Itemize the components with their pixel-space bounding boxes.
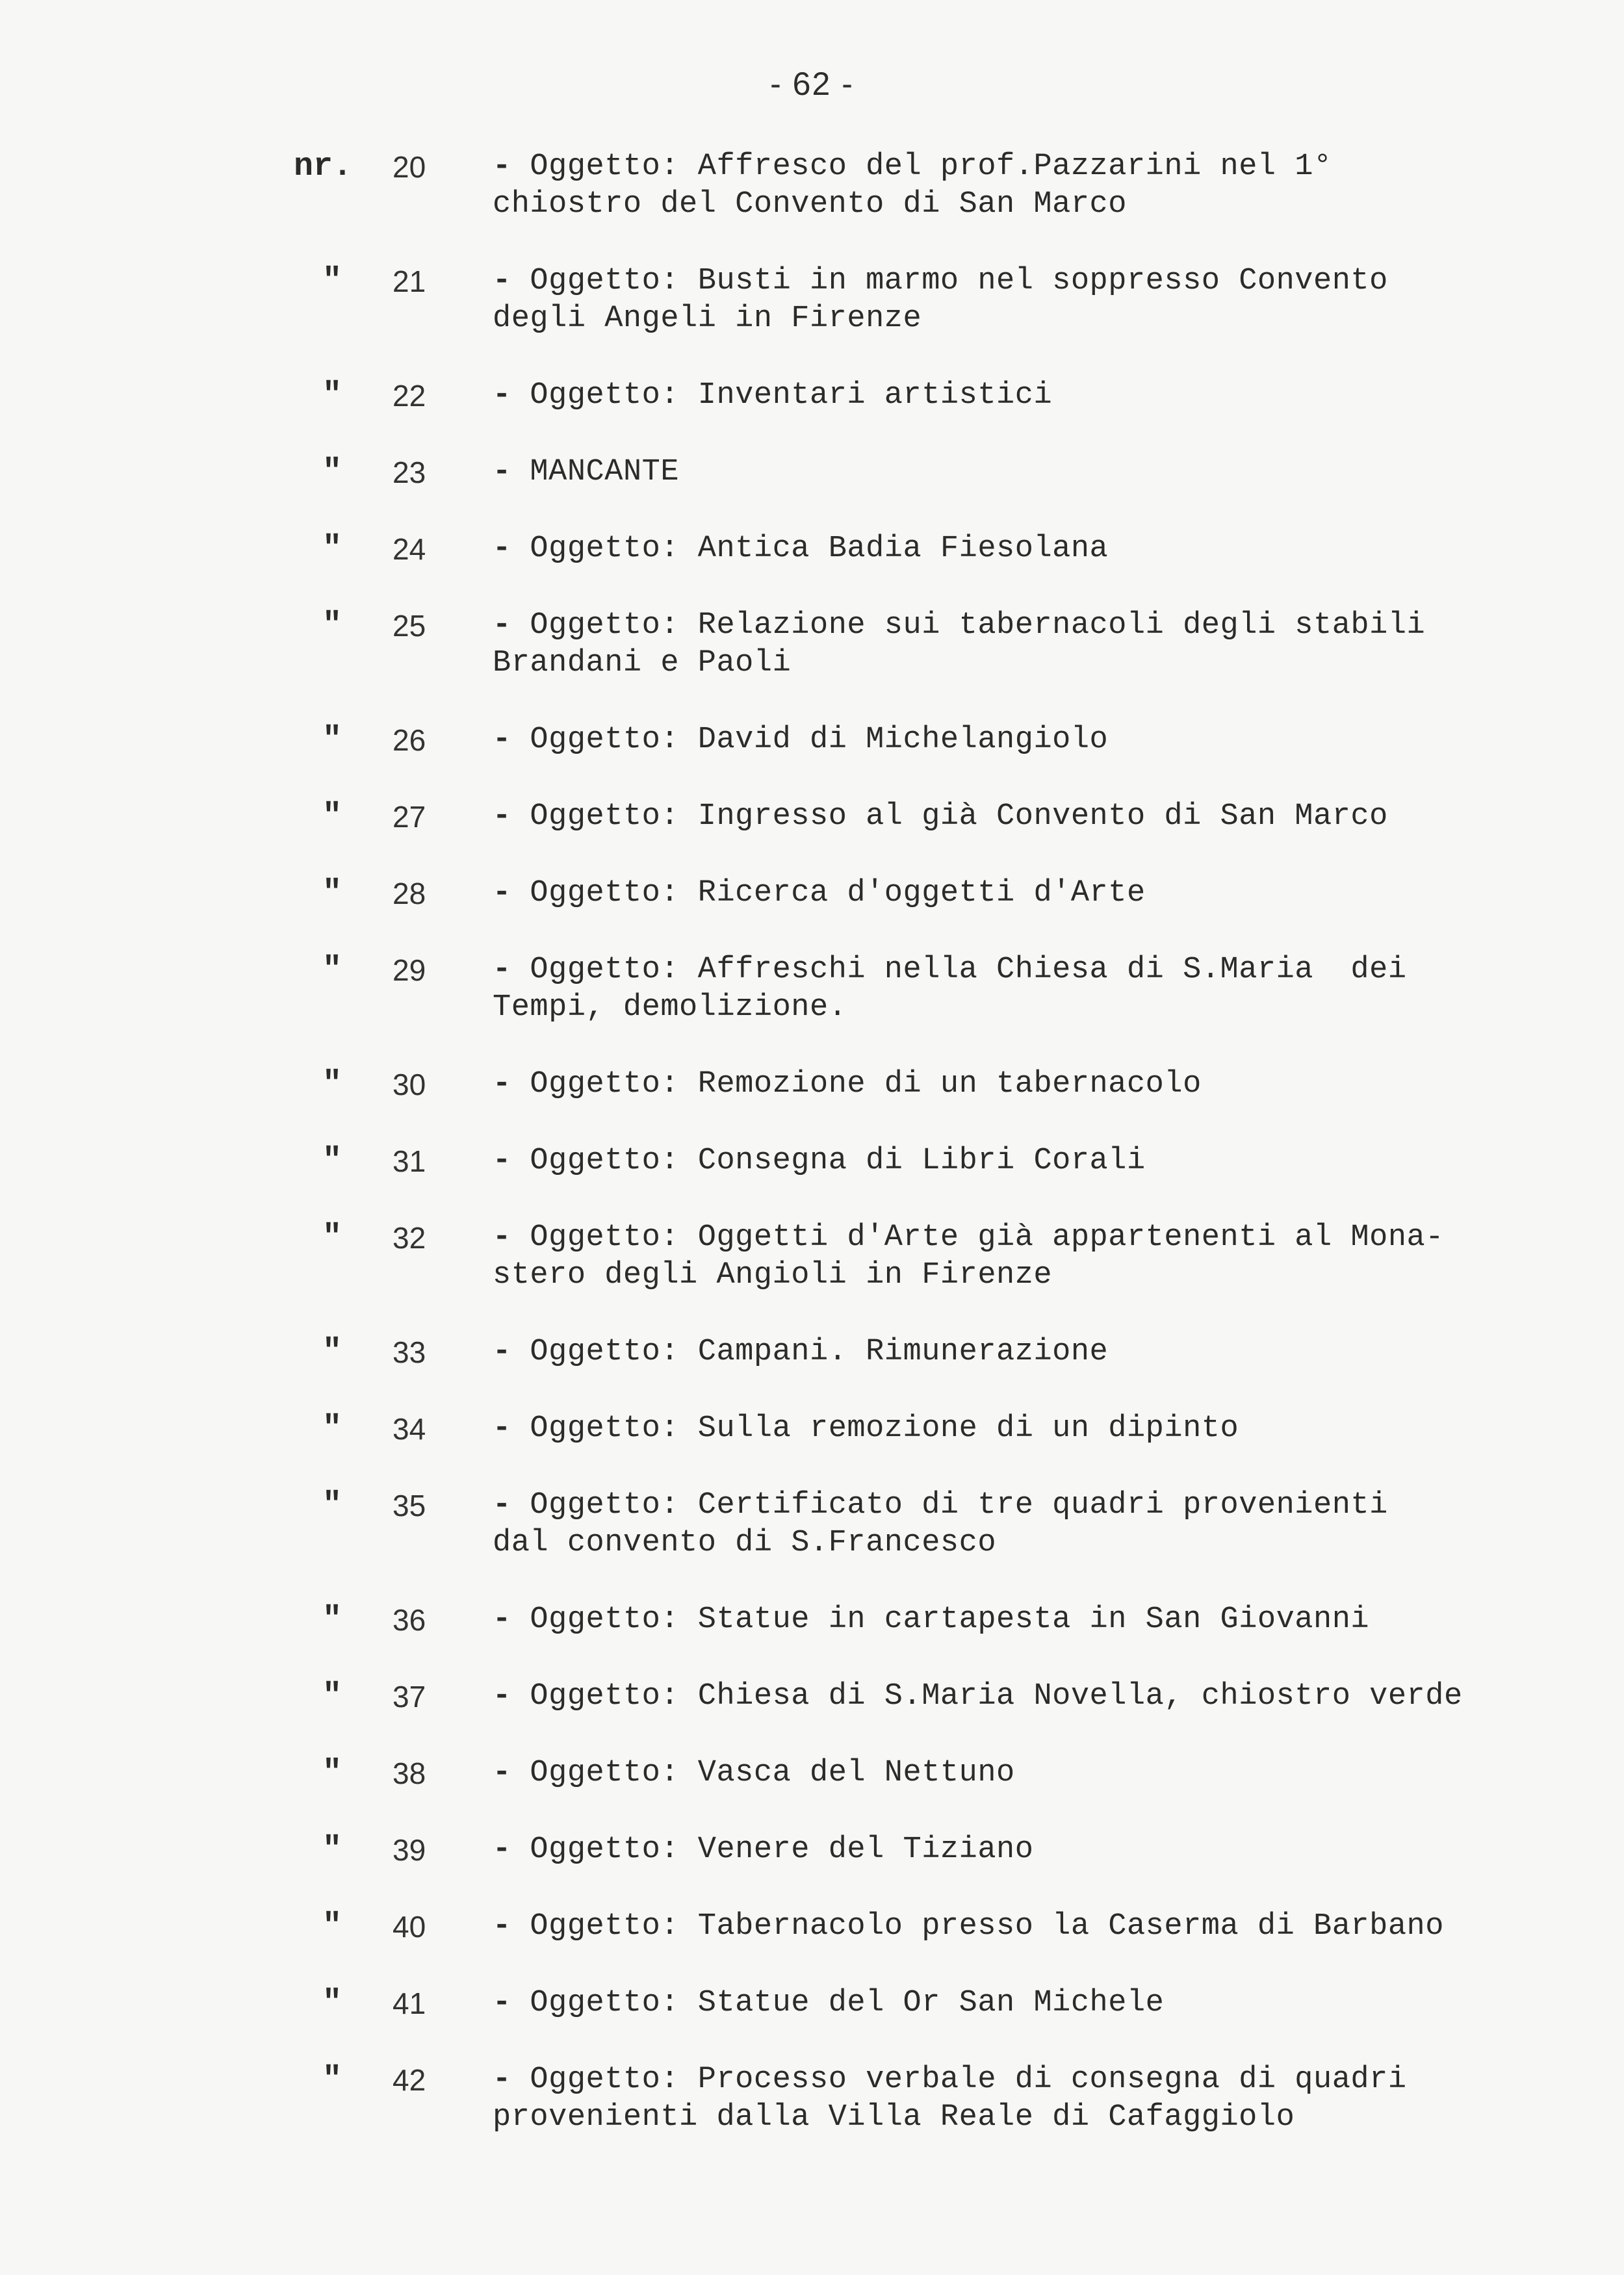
entry-text: - Oggetto: Certificato di tre quadri provenienti dal convento di S.Francesco [493, 1487, 1532, 1562]
entry-line: Oggetto: Venere del Tiziano [530, 1832, 1034, 1867]
page-number: - 62 - [770, 66, 854, 102]
entry-prefix: " [322, 951, 342, 988]
list-entry [0, 454, 1624, 525]
list-entry [0, 1754, 1624, 1826]
entry-prefix: " [322, 1066, 342, 1103]
entry-prefix: " [322, 1601, 342, 1638]
entry-number: 36 [393, 1603, 426, 1637]
entry-text: - Oggetto: Busti in marmo nel soppresso Convento degli Angeli in Firenze [493, 263, 1532, 338]
list-entry [0, 377, 1624, 448]
entry-prefix: " [322, 1142, 342, 1179]
entry-text: - Oggetto: Consegna di Libri Corali [493, 1144, 1146, 1178]
entry-number: 38 [393, 1756, 426, 1790]
entry-text: - Oggetto: Affreschi nella Chiesa di S.Maria dei Tempi, demolizione. [493, 951, 1532, 1027]
entry-line: Oggetto: Tabernacolo presso la Caserma di Barbano [530, 1909, 1444, 1944]
entry-line-continued: Brandani e Paoli [493, 646, 792, 680]
entry-line-continued: Tempi, demolizione. [493, 990, 847, 1025]
entry-prefix: " [322, 2061, 342, 2098]
entry-line: Oggetto: Inventari artistici [530, 378, 1053, 413]
entry-line: Oggetto: Processo verbale di consegna di quadri [530, 2063, 1407, 2097]
entry-number: 31 [393, 1144, 426, 1178]
entry-number: 26 [393, 723, 426, 757]
entry-line: Oggetto: Affreschi nella Chiesa di S.Maria dei [530, 953, 1407, 987]
entry-prefix: " [322, 1333, 342, 1370]
entry-number: 32 [393, 1221, 426, 1255]
entry-text: - Oggetto: Relazione sui tabernacoli degli stabili Brandani e Paoli [493, 607, 1532, 682]
entry-number: 37 [393, 1680, 426, 1714]
entry-prefix: nr. [294, 148, 353, 185]
entry-text: - Oggetto: Remozione di un tabernacolo [493, 1067, 1202, 1101]
entry-number: 23 [393, 456, 426, 489]
entry-text: - Oggetto: Inventari artistici [493, 378, 1053, 413]
list-entry [0, 951, 1624, 1023]
entry-prefix: " [322, 263, 342, 300]
entry-text: - Oggetto: David di Michelangiolo [493, 723, 1109, 757]
entry-line-continued: stero degli Angioli in Firenze [493, 1258, 1053, 1292]
entry-number: 27 [393, 800, 426, 834]
entry-text: - Oggetto: Chiesa di S.Maria Novella, chiostro verde [493, 1679, 1463, 1714]
entry-prefix: " [322, 607, 342, 644]
entry-prefix: " [322, 875, 342, 912]
entry-text: - Oggetto: Affresco del prof.Pazzarini nel 1° chiostro del Convento di San Marco [493, 148, 1532, 224]
entry-number: 25 [393, 609, 426, 643]
entry-text: - Oggetto: Ingresso al già Convento di San Marco [493, 799, 1388, 834]
list-entry [0, 1908, 1624, 1979]
entry-prefix: " [322, 1908, 342, 1945]
entry-prefix: " [322, 798, 342, 835]
list-entry [0, 607, 1624, 678]
entry-line: Oggetto: Ricerca d'oggetti d'Arte [530, 876, 1146, 910]
list-entry [0, 1142, 1624, 1214]
entry-prefix: " [322, 1219, 342, 1256]
entry-number: 30 [393, 1068, 426, 1101]
entry-text: - Oggetto: Oggetti d'Arte già appartenenti al Mona- stero degli Angioli in Firenze [493, 1219, 1532, 1294]
entry-prefix: " [322, 377, 342, 414]
entry-number: 41 [393, 1986, 426, 2020]
list-entry [0, 148, 1624, 220]
entry-number: 42 [393, 2063, 426, 2097]
list-entry [0, 1219, 1624, 1291]
entry-number: 40 [393, 1910, 426, 1944]
entry-line-continued: dal convento di S.Francesco [493, 1526, 997, 1560]
list-entry [0, 798, 1624, 869]
entry-line: MANCANTE [530, 455, 680, 489]
list-entry [0, 1333, 1624, 1405]
entry-line: Oggetto: Statue in cartapesta in San Giovanni [530, 1602, 1370, 1637]
list-entry [0, 1066, 1624, 1137]
entry-number: 39 [393, 1833, 426, 1867]
entry-line: Oggetto: Campani. Rimunerazione [530, 1335, 1109, 1369]
entry-line: Oggetto: Chiesa di S.Maria Novella, chiostro verde [530, 1679, 1463, 1714]
entry-number: 34 [393, 1412, 426, 1446]
entry-line-continued: provenienti dalla Villa Reale di Cafaggiolo [493, 2100, 1295, 2135]
entry-line-continued: degli Angeli in Firenze [493, 302, 922, 336]
entry-line: Oggetto: Affresco del prof.Pazzarini nel 1° [530, 149, 1332, 184]
entry-number: 35 [393, 1489, 426, 1523]
entry-prefix: " [322, 1678, 342, 1715]
entry-line: Oggetto: David di Michelangiolo [530, 723, 1109, 757]
entry-text: - Oggetto: Tabernacolo presso la Caserma di Barbano [493, 1909, 1444, 1944]
list-entry [0, 530, 1624, 602]
entry-text: - Oggetto: Processo verbale di consegna di quadri provenienti dalla Villa Reale di Cafaggiolo [493, 2061, 1532, 2137]
entry-text: - Oggetto: Venere del Tiziano [493, 1832, 1034, 1867]
entry-line: Oggetto: Certificato di tre quadri provenienti [530, 1488, 1388, 1523]
entry-line-continued: chiostro del Convento di San Marco [493, 187, 1127, 222]
entry-line: Oggetto: Busti in marmo nel soppresso Convento [530, 264, 1388, 298]
entry-prefix: " [322, 1985, 342, 2022]
list-entry [0, 1601, 1624, 1673]
entry-text: - Oggetto: Ricerca d'oggetti d'Arte [493, 876, 1146, 910]
list-entry [0, 1985, 1624, 2056]
entry-text: - Oggetto: Statue in cartapesta in San Giovanni [493, 1602, 1370, 1637]
entry-prefix: " [322, 721, 342, 758]
entry-number: 29 [393, 953, 426, 987]
entry-prefix: " [322, 1410, 342, 1447]
entry-line: Oggetto: Consegna di Libri Corali [530, 1144, 1146, 1178]
list-entry [0, 2061, 1624, 2133]
entry-prefix: " [322, 530, 342, 567]
list-entry [0, 875, 1624, 946]
entry-number: 21 [393, 264, 426, 298]
entry-text: - Oggetto: Campani. Rimunerazione [493, 1335, 1109, 1369]
entry-text: - MANCANTE [493, 455, 680, 489]
entry-line: Oggetto: Remozione di un tabernacolo [530, 1067, 1202, 1101]
entry-line: Oggetto: Oggetti d'Arte già appartenenti al Mona- [530, 1220, 1444, 1255]
list-entry [0, 1410, 1624, 1482]
entry-line: Oggetto: Sulla remozione di un dipinto [530, 1411, 1239, 1446]
entry-number: 22 [393, 379, 426, 413]
list-entry [0, 1831, 1624, 1903]
entry-number: 28 [393, 877, 426, 910]
list-entry [0, 263, 1624, 334]
entry-prefix: " [322, 454, 342, 491]
entry-text: - Oggetto: Statue del Or San Michele [493, 1986, 1165, 2020]
entry-prefix: " [322, 1487, 342, 1524]
entry-text: - Oggetto: Antica Badia Fiesolana [493, 532, 1109, 566]
entry-line: Oggetto: Vasca del Nettuno [530, 1756, 1015, 1790]
entry-line: Oggetto: Ingresso al già Convento di San Marco [530, 799, 1388, 834]
entry-line: Oggetto: Statue del Or San Michele [530, 1986, 1165, 2020]
entry-text: - Oggetto: Vasca del Nettuno [493, 1756, 1015, 1790]
entry-text: - Oggetto: Sulla remozione di un dipinto [493, 1411, 1239, 1446]
list-entry [0, 1487, 1624, 1558]
entry-line: Oggetto: Antica Badia Fiesolana [530, 532, 1109, 566]
list-entry [0, 721, 1624, 793]
entry-prefix: " [322, 1831, 342, 1868]
entry-number: 33 [393, 1335, 426, 1369]
entry-number: 24 [393, 532, 426, 566]
entry-prefix: " [322, 1754, 342, 1792]
list-entry [0, 1678, 1624, 1749]
entry-line: Oggetto: Relazione sui tabernacoli degli stabili [530, 608, 1426, 643]
entry-number: 20 [393, 150, 426, 184]
